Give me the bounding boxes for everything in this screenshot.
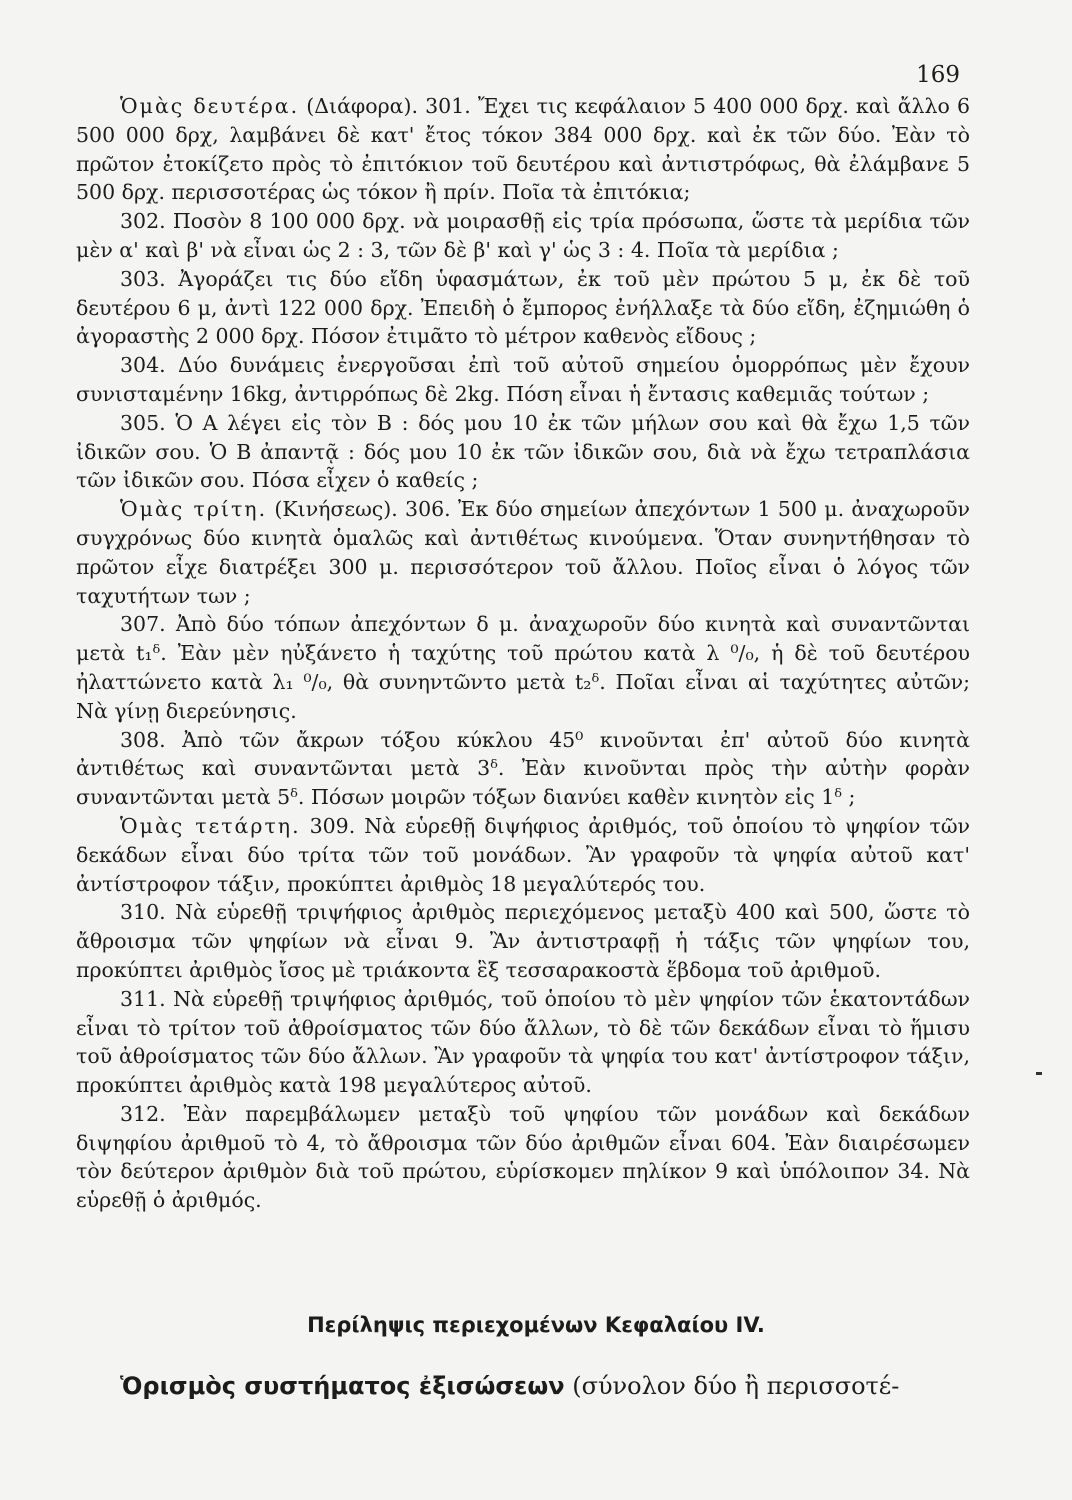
paragraph-text: (Κινήσεως). 306. Ἐκ δύο σημείων ἀπεχόντων 1 500 μ. ἀναχωροῦν συγχρόνως δύο κινητὰ ὁμαλῶς καὶ ἀντιθέτως κινούμενα. Ὅταν συνηντήθησαν τὸ πρῶτον εἶχε διατρέξει 300 μ. περισσότερον τοῦ ἄλλου. Ποῖος εἶναι ὁ λόγος τῶν ταχυτήτων των ; <box>76 497 970 608</box>
paragraph-text: 311. Νὰ εὑρεθῇ τριψήφιος ἀριθμός, τοῦ ὁποίου τὸ μὲν ψηφίον τῶν ἑκατοντάδων εἶναι τὸ τρίτον τοῦ ἀθροίσματος τῶν δύο ἄλλων, τὸ δὲ τῶν δεκάδων εἶναι τὸ ἥμισυ τοῦ ἀθροίσματος τῶν δύο ἄλλων. Ἂν γραφοῦν τὰ ψηφία του κατ' ἀντίστροφον τάξιν, προκύπτει ἀριθμὸς κατὰ 198 μεγαλύτερος αὐτοῦ. <box>76 986 970 1098</box>
summary-rest: (σύνολον δύο ἢ περισσοτέ- <box>564 1372 900 1400</box>
paragraph-text: 312. Ἐὰν παρεμβάλωμεν μεταξὺ τοῦ ψηφίου τῶν μονάδων καὶ δεκάδων διψηφίου ἀριθμοῦ τὸ 4, τὸ ἄθροισμα τῶν δύο ἀριθμῶν εἶναι 604. Ἐὰν διαιρέσωμεν τὸν δεύτερον ἀριθμὸν διὰ τοῦ πρώτου, εὑρίσκομεν πηλίκον 9 καὶ ὑπόλοιπον 34. Νὰ εὑρεθῇ ὁ ἀριθμός. <box>76 1101 970 1213</box>
paragraph-text: (Διάφορα). 301. Ἔχει τις κεφάλαιον 5 400 000 δρχ. καὶ ἄλλο 6 500 000 δρχ, λαμβάνει δὲ κατ' ἔτος τόκον 384 000 δρχ. καὶ ἐκ τῶν δύο. Ἐὰν τὸ πρῶτον ἐτοκίζετο πρὸς τὸ ἐπιτόκιον τοῦ δευτέρου καὶ ἀντιστρόφως, θὰ ἐλάμβανε 5 500 δρχ. περισσοτέρας ὡς τόκον ἢ πρίν. Ποῖα τὰ ἐπιτόκια; <box>76 94 970 205</box>
page-number: 169 <box>916 62 960 88</box>
paragraph-text: 308. Ἀπὸ τῶν ἄκρων τόξου κύκλου 45⁰ κινοῦνται ἐπ' αὐτοῦ δύο κινητὰ ἀντιθέτως καὶ συναντῶνται μετὰ 3ᵟ. Ἐὰν κινοῦνται πρὸς τὴν αὐτὴν φορὰν συναντῶνται μετὰ 5ᵟ. Πόσων μοιρῶν τόξων διανύει καθὲν κινητὸν εἰς 1ᵟ ; <box>76 727 970 810</box>
summary-term: Ὁρισμὸς συστήματος ἐξισώσεων <box>120 1372 565 1400</box>
paragraph-text: 303. Ἀγοράζει τις δύο εἴδη ὑφασμάτων, ἐκ τοῦ μὲν πρώτου 5 μ, ἐκ δὲ τοῦ δευτέρου 6 μ, ἀντὶ 122 000 δρχ. Ἐπειδὴ ὁ ἔμπορος ἐνήλλαξε τὰ δύο εἴδη, ἐζημιώθη ὁ ἀγοραστὴς 2 000 δρχ. Πόσον ἐτιμᾶτο τὸ μέτρον καθενὸς εἴδους ; <box>76 266 970 349</box>
paragraph-311 <box>76 985 970 1100</box>
paragraph-text: 307. Ἀπὸ δύο τόπων ἀπεχόντων δ μ. ἀναχωροῦν δύο κινητὰ καὶ συναντῶνται μετὰ t₁ᵟ. Ἐὰν μὲν ηὐξάνετο ἡ ταχύτης τοῦ πρώτου κατὰ λ ⁰/₀, ἡ δὲ τοῦ δευτέρου ἠλαττώνετο κατὰ λ₁ ⁰/₀, θὰ συνηντῶντο μετὰ t₂ᵟ. Ποῖαι εἶναι αἱ ταχύτητες αὐτῶν; Νὰ γίνῃ διερεύνησις. <box>76 612 970 723</box>
exercise-text <box>76 92 970 1215</box>
margin-mark <box>1036 1072 1042 1075</box>
group-heading: Ὁμὰς τρίτη. <box>120 497 268 522</box>
paragraph-307 <box>76 610 970 725</box>
paragraph-text: 310. Νὰ εὑρεθῇ τριψήφιος ἀριθμὸς περιεχόμενος μεταξὺ 400 καὶ 500, ὥστε τὸ ἄθροισμα τῶν ψηφίων νὰ εἶναι 9. Ἂν ἀντιστραφῇ ἡ τάξις τῶν ψηφίων του, προκύπτει ἀριθμὸς ἴσος μὲ τριάκοντα ἓξ τεσσαρακοστὰ ἕβδομα τοῦ ἀριθμοῦ. <box>76 900 970 982</box>
paragraph-301 <box>76 92 970 207</box>
paragraph-text: 305. Ὁ Α λέγει εἰς τὸν Β : δός μου 10 ἐκ τῶν μήλων σου καὶ θὰ ἔχω 1,5 τῶν ἰδικῶν σου. Ὁ Β ἀπαντᾷ : δός μου 10 ἐκ τῶν ἰδικῶν σου, διὰ νὰ ἔχω τετραπλάσια τῶν ἰδικῶν σου. Πόσα εἶχεν ὁ καθείς ; <box>76 410 970 493</box>
paragraph-308 <box>76 726 970 812</box>
paragraph-310 <box>76 898 970 984</box>
paragraph-306 <box>76 495 970 610</box>
paragraph-309 <box>76 812 970 898</box>
summary-title: Περίληψις περιεχομένων Κεφαλαίου IV. <box>307 1313 765 1337</box>
paragraph-302 <box>76 207 970 265</box>
paragraph-305 <box>76 409 970 495</box>
paragraph-312 <box>76 1100 970 1215</box>
paragraph-text: 309. Νὰ εὑρεθῇ διψήφιος ἀριθμός, τοῦ ὁποίου τὸ ψηφίον τῶν δεκάδων εἶναι δύο τρίτα τῶν τοῦ μονάδων. Ἂν γραφοῦν τὰ ψηφία αὐτοῦ κατ' ἀντίστροφον τάξιν, προκύπτει ἀριθμὸς 18 μεγαλύτερός του. <box>76 813 970 896</box>
paragraph-text: 304. Δύο δυνάμεις ἐνεργοῦσαι ἐπὶ τοῦ αὐτοῦ σημείου ὁμορρόπως μὲν ἔχουν συνισταμένην 16kg, ἀντιρρόπως δὲ 2kg. Πόση εἶναι ἡ ἔντασις καθεμιᾶς τούτων ; <box>76 353 970 406</box>
summary-line <box>120 1372 980 1400</box>
paragraph-304 <box>76 351 970 409</box>
group-heading: Ὁμὰς τετάρτη. <box>120 813 301 838</box>
group-heading: Ὁμὰς δευτέρα. <box>120 94 300 118</box>
paragraph-303 <box>76 265 970 351</box>
paragraph-text: 302. Ποσὸν 8 100 000 δρχ. νὰ μοιρασθῇ εἰς τρία πρόσωπα, ὥστε τὰ μερίδια τῶν μὲν α' καὶ β' νὰ εἶναι ὡς 2 : 3, τῶν δὲ β' καὶ γ' ὡς 3 : 4. Ποῖα τὰ μερίδια ; <box>76 209 970 262</box>
